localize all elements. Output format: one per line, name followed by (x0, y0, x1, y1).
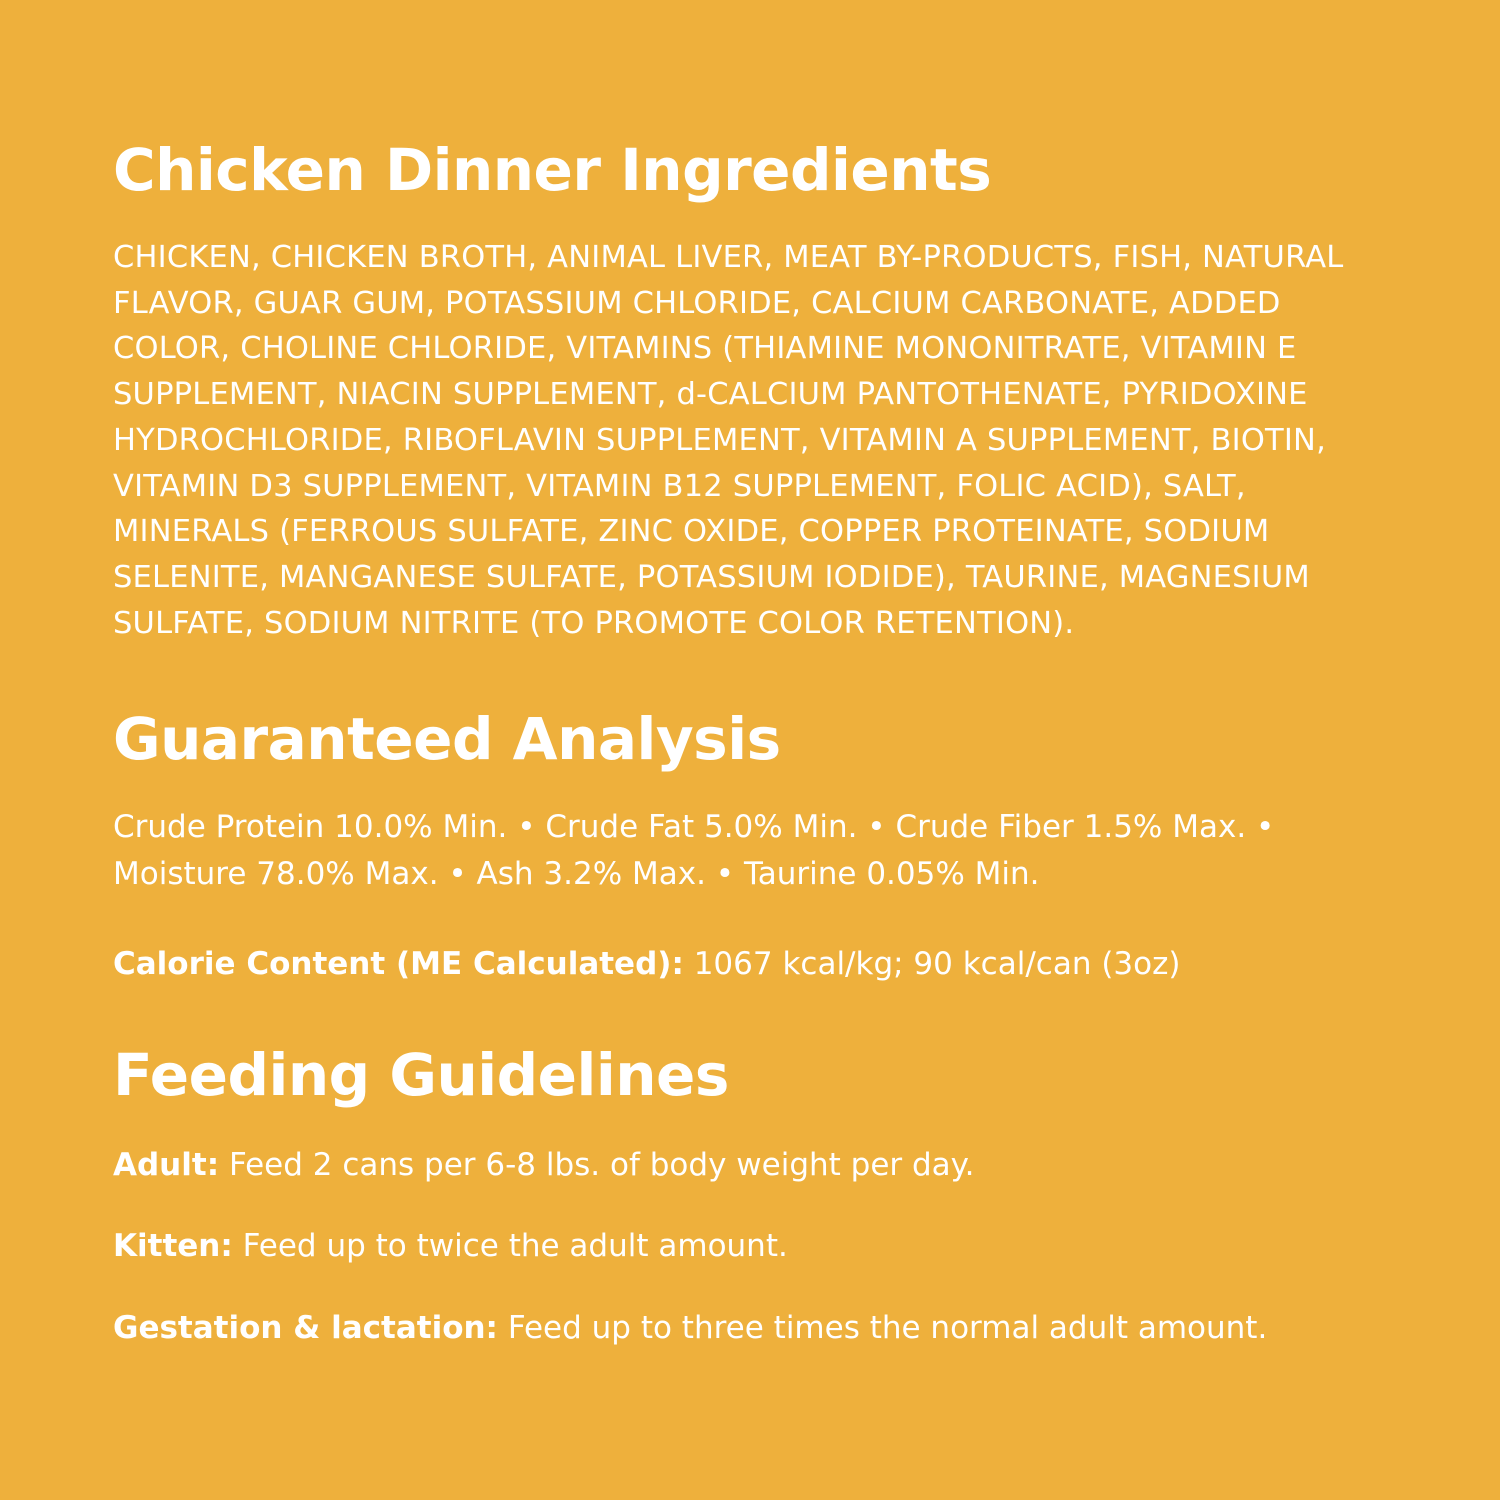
feeding-row-adult (113, 1140, 1390, 1190)
feeding-row-kitten (113, 1221, 1390, 1271)
ingredients-heading: Chicken Dinner Ingredients (113, 136, 992, 204)
guaranteed-analysis-section (113, 704, 1390, 988)
feeding-row-adult-label: Adult: (113, 1147, 220, 1184)
guaranteed-analysis-body: Crude Protein 10.0% Min. • Crude Fat 5.0% Min. • Crude Fiber 1.5% Max. • Moisture 78.0% Max. • Ash 3.2% Max. • Taurine 0.05% Min. (113, 808, 1275, 892)
calorie-content-line (113, 941, 1390, 988)
feeding-guidelines-heading: Feeding Guidelines (113, 1041, 729, 1110)
guaranteed-analysis-heading: Guaranteed Analysis (113, 704, 781, 773)
calorie-content-value: 1067 kcal/kg; 90 kcal/can (3oz) (693, 945, 1181, 982)
feeding-row-kitten-label: Kitten: (113, 1228, 233, 1265)
calorie-content-label: Calorie Content (ME Calculated): (113, 945, 684, 982)
feeding-guidelines-section (113, 1041, 1390, 1353)
ingredients-body: CHICKEN, CHICKEN BROTH, ANIMAL LIVER, MEAT BY-PRODUCTS, FISH, NATURAL FLAVOR, GUAR GUM, POTASSIUM CHLORIDE, CALCIUM CARBONATE, ADDED COLOR, CHOLINE CHLORIDE, VITAMINS (THIAMINE MONONITRATE, VITAMIN E SUPPLEMENT, NIACIN SUPPLEMENT, d-CALCIUM PANTOTHENATE, PYRIDOXINE HYDROCHLORIDE, RIBOFLAVIN SUPPLEMENT, VITAMIN A SUPPLEMENT, BIOTIN, VITAMIN D3 SUPPLEMENT, VITAMIN B12 SUPPLEMENT, FOLIC ACID), SALT, MINERALS (FERROUS SULFATE, ZINC OXIDE, COPPER PROTEINATE, SODIUM SELENITE, MANGANESE SULFATE, POTASSIUM IODIDE), TAURINE, MAGNESIUM SULFATE, SODIUM NITRITE (TO PROMOTE COLOR RETENTION). (113, 239, 1344, 641)
ingredients-section (113, 136, 1390, 647)
feeding-row-adult-text: Feed 2 cans per 6-8 lbs. of body weight per day. (228, 1147, 975, 1184)
feeding-row-gestation-label: Gestation & lactation: (113, 1309, 498, 1346)
feeding-row-kitten-text: Feed up to twice the adult amount. (242, 1228, 788, 1265)
feeding-row-gestation-text: Feed up to three times the normal adult amount. (507, 1309, 1268, 1346)
feeding-row-gestation (113, 1303, 1390, 1353)
